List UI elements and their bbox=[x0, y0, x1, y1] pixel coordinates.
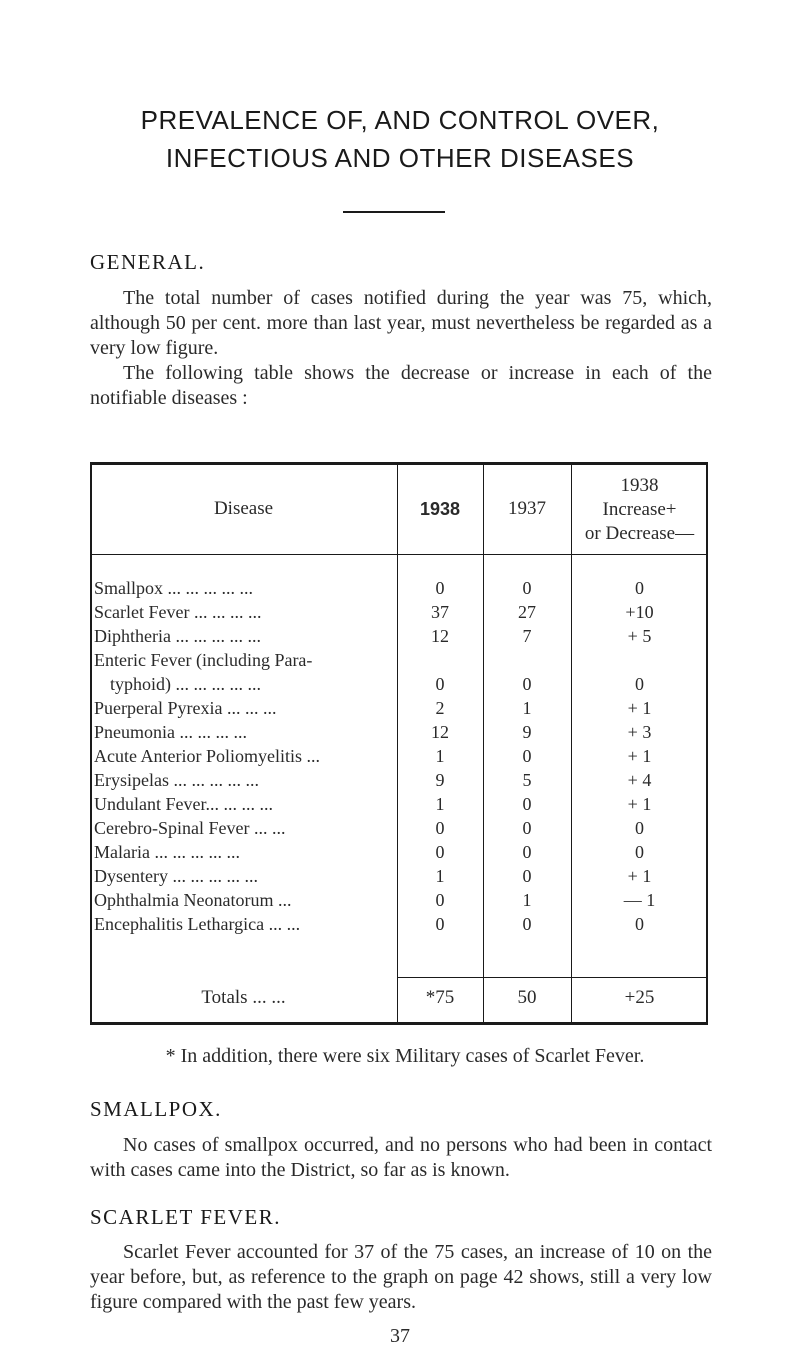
disease-name: Diphtheria ... ... ... ... ... bbox=[94, 626, 261, 646]
header-change-increase: Increase+ bbox=[602, 499, 677, 520]
scarlet-fever-heading: SCARLET FEVER. bbox=[90, 1205, 281, 1229]
value-1937: 0 bbox=[522, 674, 532, 694]
value-1937: 27 bbox=[518, 602, 536, 622]
value-change: 0 bbox=[635, 842, 644, 862]
value-change: 0 bbox=[635, 674, 644, 694]
value-change: 0 bbox=[635, 914, 644, 934]
disease-name: Cerebro-Spinal Fever ... ... bbox=[94, 818, 286, 838]
value-1937: 0 bbox=[522, 746, 532, 766]
table-row bbox=[90, 818, 708, 844]
value-1938: 1 bbox=[435, 794, 445, 814]
table-row bbox=[90, 770, 708, 796]
totals-divider bbox=[397, 977, 708, 978]
value-1938: 12 bbox=[431, 722, 449, 742]
value-1937: 0 bbox=[522, 914, 532, 934]
totals-change: +25 bbox=[624, 987, 655, 1008]
header-1938: 1938 bbox=[419, 499, 461, 519]
value-1937: 0 bbox=[522, 866, 532, 886]
value-1938: 0 bbox=[435, 674, 445, 694]
header-change-year: 1938 bbox=[620, 475, 659, 496]
header-change bbox=[571, 474, 708, 546]
value-1938: 0 bbox=[435, 914, 445, 934]
disease-name: Ophthalmia Neonatorum ... bbox=[94, 890, 292, 910]
value-change: + 4 bbox=[627, 770, 652, 790]
smallpox-paragraph-wrap bbox=[90, 1133, 712, 1183]
smallpox-paragraph: No cases of smallpox occurred, and no persons who had been in contact with cases came into the District, so far as is known. bbox=[90, 1134, 712, 1181]
totals-1937: 50 bbox=[517, 987, 537, 1008]
table-row bbox=[90, 890, 708, 916]
header-disease: Disease bbox=[213, 498, 274, 519]
disease-name: Scarlet Fever ... ... ... ... bbox=[94, 602, 262, 622]
value-1937: 5 bbox=[522, 770, 532, 790]
table-bottom-border bbox=[90, 1022, 708, 1025]
general-heading: GENERAL. bbox=[90, 250, 206, 274]
table-row bbox=[90, 626, 708, 652]
table-row bbox=[90, 578, 708, 604]
disease-name: Undulant Fever... ... ... ... bbox=[94, 794, 273, 814]
table-row bbox=[90, 794, 708, 820]
value-change: + 1 bbox=[627, 794, 652, 814]
header-1937: 1937 bbox=[508, 498, 546, 519]
table-top-border bbox=[90, 462, 708, 465]
table-row bbox=[90, 866, 708, 892]
disease-name: Erysipelas ... ... ... ... ... bbox=[94, 770, 259, 790]
value-change: 0 bbox=[635, 818, 644, 838]
page-title-line-2: INFECTIOUS AND OTHER DISEASES bbox=[165, 143, 635, 173]
scarlet-fever-paragraph-wrap bbox=[90, 1240, 712, 1315]
value-1938: 0 bbox=[435, 890, 445, 910]
value-change: + 1 bbox=[627, 866, 652, 886]
disease-name: Puerperal Pyrexia ... ... ... bbox=[94, 698, 277, 718]
general-paragraph-1: The total number of cases notified during the year was 75, which, although 50 per cent. more than last year, must nevertheless be regarded as a very low figure. bbox=[90, 287, 712, 359]
header-divider bbox=[90, 554, 708, 555]
value-1937: 0 bbox=[522, 818, 532, 838]
title-divider bbox=[343, 211, 445, 213]
table-row bbox=[90, 650, 708, 676]
table-row bbox=[90, 842, 708, 868]
value-1938: 1 bbox=[435, 746, 445, 766]
disease-name: Dysentery ... ... ... ... ... bbox=[94, 866, 258, 886]
disease-name: Smallpox ... ... ... ... ... bbox=[94, 578, 254, 598]
disease-name: typhoid) ... ... ... ... ... bbox=[110, 674, 261, 694]
value-1937: 7 bbox=[522, 626, 532, 646]
table-row bbox=[90, 698, 708, 724]
page-number: 37 bbox=[390, 1325, 410, 1347]
disease-name: Acute Anterior Poliomyelitis ... bbox=[94, 746, 320, 766]
footnote: * In addition, there were six Military cases of Scarlet Fever. bbox=[165, 1045, 645, 1067]
value-1937: 9 bbox=[522, 722, 532, 742]
header-change-decrease: or Decrease— bbox=[584, 523, 695, 544]
value-1938: 37 bbox=[431, 602, 449, 622]
value-1938: 0 bbox=[435, 842, 445, 862]
value-change: + 1 bbox=[627, 746, 652, 766]
table-row bbox=[90, 602, 708, 628]
page-title-line-1: PREVALENCE OF, AND CONTROL OVER, bbox=[140, 105, 660, 135]
totals-label: Totals ... ... bbox=[201, 987, 286, 1008]
value-1937: 0 bbox=[522, 842, 532, 862]
table-row bbox=[90, 914, 708, 940]
scarlet-fever-paragraph: Scarlet Fever accounted for 37 of the 75 cases, an increase of 10 on the year before, but, as reference to the graph on page 42 shows, still a very low figure compared with the past few years. bbox=[90, 1241, 712, 1313]
disease-name: Pneumonia ... ... ... ... bbox=[94, 722, 247, 742]
value-change: + 5 bbox=[627, 626, 652, 646]
disease-name: Enteric Fever (including Para- bbox=[94, 650, 313, 670]
value-1937: 1 bbox=[522, 698, 532, 718]
value-1938: 9 bbox=[435, 770, 445, 790]
table-row bbox=[90, 746, 708, 772]
value-1938: 2 bbox=[435, 698, 445, 718]
disease-name: Encephalitis Lethargica ... ... bbox=[94, 914, 301, 934]
value-change: — 1 bbox=[623, 890, 656, 910]
value-1937: 0 bbox=[522, 578, 532, 598]
value-1938: 0 bbox=[435, 578, 445, 598]
table-row bbox=[90, 674, 708, 700]
value-1938: 0 bbox=[435, 818, 445, 838]
smallpox-heading: SMALLPOX. bbox=[90, 1097, 222, 1121]
table-row bbox=[90, 722, 708, 748]
totals-1938: *75 bbox=[425, 987, 455, 1008]
general-paragraph-2: The following table shows the decrease or increase in each of the notifiable diseases : bbox=[90, 362, 712, 409]
value-1938: 1 bbox=[435, 866, 445, 886]
general-paragraphs bbox=[90, 286, 712, 411]
value-1937: 1 bbox=[522, 890, 532, 910]
value-1937: 0 bbox=[522, 794, 532, 814]
value-change: + 3 bbox=[627, 722, 652, 742]
disease-name: Malaria ... ... ... ... ... bbox=[94, 842, 240, 862]
diseases-table bbox=[90, 462, 708, 1025]
value-change: + 1 bbox=[627, 698, 652, 718]
value-change: 0 bbox=[635, 578, 644, 598]
value-change: +10 bbox=[625, 602, 654, 622]
value-1938: 12 bbox=[431, 626, 449, 646]
